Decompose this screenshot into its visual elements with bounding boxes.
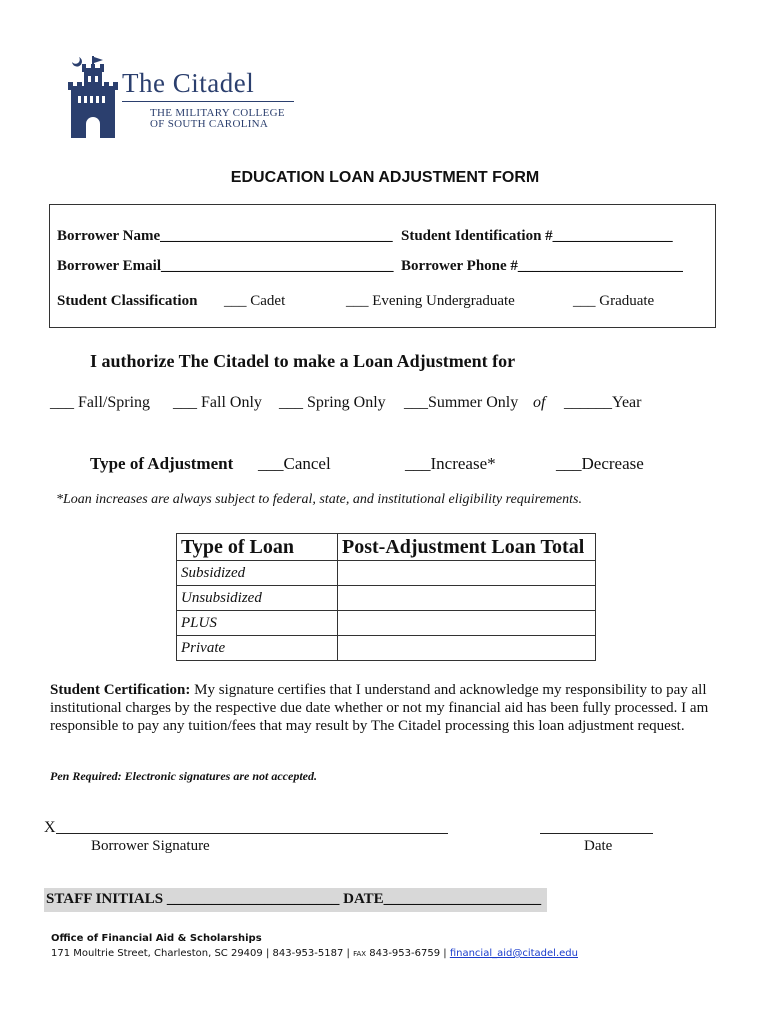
table-row	[177, 636, 596, 661]
signature-x-mark: X	[44, 819, 56, 836]
table-row	[177, 586, 596, 611]
adjustment-decrease-option[interactable]	[556, 454, 644, 474]
plus-amount-cell[interactable]	[338, 611, 596, 636]
citadel-castle-icon	[68, 56, 122, 140]
borrower-phone-field[interactable]: Borrower Phone #______________________	[401, 258, 683, 274]
table-row	[177, 611, 596, 636]
loan-table-header-row	[177, 534, 596, 561]
adjustment-increase-option[interactable]	[405, 454, 496, 474]
borrower-signature-line[interactable]	[56, 833, 448, 834]
type-of-loan-header: Type of Loan	[177, 534, 338, 561]
loan-type-subsidized: Subsidized	[177, 561, 338, 586]
email-link[interactable]: financial_aid@citadel.edu	[449, 948, 578, 959]
authorize-heading: I authorize The Citadel to make a Loan Adjustment for	[90, 351, 516, 371]
date-line[interactable]	[540, 833, 653, 834]
borrower-signature-label: Borrower Signature	[91, 838, 210, 854]
staff-initials-date-field[interactable]: STAFF INITIALS _______________________ DATE_____________________	[46, 891, 542, 907]
term-fall-only-option[interactable]: ___ Fall Only	[173, 394, 262, 411]
cancel-option-text: ___Cancel	[258, 454, 331, 473]
logo-divider	[122, 101, 294, 102]
adjustment-type-label: Type of Adjustment	[90, 454, 234, 473]
of-text: of	[533, 394, 546, 411]
loan-table	[176, 533, 596, 661]
loan-type-private: Private	[177, 636, 338, 661]
loan-increase-note: *Loan increases are always subject to federal, state, and institutional eligibility requirements.	[56, 492, 582, 507]
term-spring-only-option[interactable]: ___ Spring Only	[279, 394, 386, 411]
office-contact	[51, 948, 578, 959]
classification-cadet-option[interactable]: ___ Cadet	[224, 293, 286, 309]
loan-type-unsubsidized: Unsubsidized	[177, 586, 338, 611]
term-fall-spring-option[interactable]: ___ Fall/Spring	[50, 394, 151, 411]
student-certification	[50, 681, 710, 735]
term-summer-only-option[interactable]: ___Summer Only	[404, 394, 519, 411]
form-title: EDUCATION LOAN ADJUSTMENT FORM	[230, 169, 540, 186]
certification-label: Student Certification:	[50, 682, 191, 698]
fax-label: FAX	[353, 950, 367, 958]
borrower-name-field[interactable]: Borrower Name_______________________________	[57, 228, 393, 244]
logo-wordmark: The Citadel	[122, 68, 255, 98]
fax-number: 843-953-6759 |	[369, 948, 447, 959]
table-row	[177, 561, 596, 586]
subsidized-amount-cell[interactable]	[338, 561, 596, 586]
year-field[interactable]: ______Year	[564, 394, 642, 411]
office-address: 171 Moultrie Street, Charleston, SC 29409 | 843-953-5187 |	[51, 948, 350, 959]
certification-text: My signature certifies that I understand and acknowledge my responsibility to pay all institutional charges by the respective due date whether or not my financial aid has been fully processed. I am responsible to pay any tuition/fees that may result by The Citadel processing this loan adjustment request.	[50, 682, 709, 734]
increase-option-text: ___Increase*	[405, 454, 496, 473]
adjustment-cancel-option[interactable]	[258, 454, 331, 474]
classification-graduate-option[interactable]: ___ Graduate	[573, 293, 655, 309]
decrease-option-text: ___Decrease	[556, 454, 644, 473]
office-name: Office of Financial Aid & Scholarships	[51, 933, 262, 944]
logo-subtitle-line2: OF SOUTH CAROLINA	[150, 118, 269, 130]
student-id-field[interactable]: Student Identification #________________	[401, 228, 673, 244]
logo-subtitle	[150, 108, 285, 130]
post-adjustment-total-header: Post-Adjustment Loan Total	[338, 534, 596, 561]
unsubsidized-amount-cell[interactable]	[338, 586, 596, 611]
pen-required-note: Pen Required: Electronic signatures are not accepted.	[50, 769, 317, 783]
date-label: Date	[584, 838, 613, 854]
classification-evening-option[interactable]: ___ Evening Undergraduate	[346, 293, 515, 309]
private-amount-cell[interactable]	[338, 636, 596, 661]
loan-type-plus: PLUS	[177, 611, 338, 636]
logo-subtitle-line1: THE MILITARY COLLEGE	[150, 107, 285, 119]
borrower-email-field[interactable]: Borrower Email_______________________________	[57, 258, 394, 274]
classification-label: Student Classification	[57, 293, 198, 309]
